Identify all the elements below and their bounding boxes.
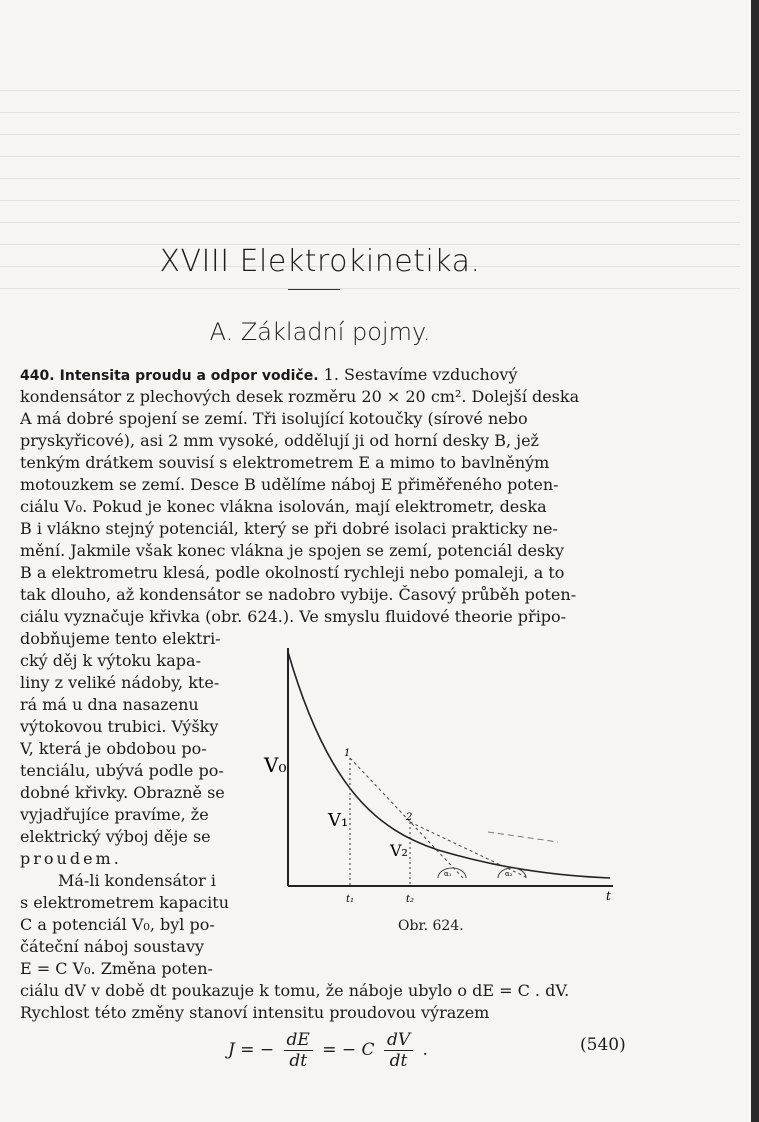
paragraph-line: ciálu dV v době dt poukazuje k tomu, že náboje ubylo o dE = C . dV. [20,981,570,1000]
page-edge-shadow [751,0,759,1122]
wrapped-line: proudem. [20,849,122,868]
fraction-denominator: dt [289,1051,308,1071]
discharge-curve-figure [258,640,628,910]
wrapped-line: dobňujeme tento elektri- [20,629,221,648]
wrapped-line: čáteční náboj soustavy [20,937,205,956]
section-title: A. Základní pojmy. [209,318,431,346]
paragraph-line [20,364,625,386]
paragraph-line: tenkým drátkem souvisí s elektrometrem E a mimo to bavlněným [20,453,550,472]
stray-dash [488,832,558,842]
fraction-dv-dt [384,1030,413,1071]
paragraph-line: mění. Jakmile však konec vlákna je spojen se zemí, potenciál desky [20,541,564,560]
paragraph-line: B a elektrometru klesá, podle okolností rychleji nebo pomaleji, a to [20,563,565,582]
paragraph-line: motouzkem se zemí. Desce B udělíme náboj E přiměřeného poten- [20,475,559,494]
label-t1: t₁ [346,894,355,905]
wrapped-line: C a potenciál V₀, byl po- [20,915,215,934]
formula-middle: = − C [322,1040,375,1060]
wrapped-line: elektrický výboj děje se [20,827,211,846]
wrapped-line: dobné křivky. Obrazně se [20,783,225,802]
chapter-title: XVIII Elektrokinetika. [159,244,481,279]
paragraph-line: pryskyřicové), asi 2 mm vysoké, oddělují ji od horní desky B, jež [20,431,539,450]
title-divider [288,289,340,290]
wrapped-line: vyjadřujíce pravíme, že [20,805,209,824]
paragraph-line: ciálu V₀. Pokud je konec vlákna isolován, mají elektrometr, deska [20,497,547,516]
paragraph-line: tak dlouho, až kondensátor se nadobro vybije. Časový průběh poten- [20,585,577,604]
wrapped-line: E = C V₀. Změna poten- [20,959,213,978]
label-point-1: 1 [344,748,351,759]
wrapped-line: Má-li kondensátor i [58,871,216,890]
wrapped-line: cký děj k výtoku kapa- [20,651,201,670]
figure-caption: Obr. 624. [398,918,464,934]
label-v1: V₁ [328,810,349,831]
fraction-numerator: dE [284,1030,313,1051]
paragraph-line: A má dobré spojení se zemí. Tři isolující kotoučky (sírové nebo [20,409,528,428]
equation-540 [228,1030,608,1074]
label-t2: t₂ [406,894,415,905]
wrapped-line: tenciálu, ubývá podle po- [20,761,224,780]
formula-lhs: J = − [228,1040,275,1060]
label-alpha-2: α₂ [505,870,513,878]
label-v2: V₂ [390,841,408,860]
wrapped-line: s elektrometrem kapacitu [20,893,230,912]
label-v0: V₀ [264,753,287,777]
fraction-numerator: dV [384,1030,413,1051]
paragraph-line: Rychlost této změny stanoví intensitu proudovou výrazem [20,1003,490,1022]
wrapped-line: V, která je obdobou po- [20,739,207,758]
fraction-de-dt [284,1030,313,1071]
paragraph-line: ciálu vyznačuje křivka (obr. 624.). Ve smyslu fluidové theorie připo- [20,607,567,626]
formula-end: . [422,1040,428,1060]
paragraph-line: B i vlákno stejný potenciál, který se při dobré isolaci prakticky ne- [20,519,558,538]
wrapped-line: výtokovou trubici. Výšky [20,717,219,736]
label-point-2: 2 [406,812,413,823]
section-heading: Intensita proudu a odpor vodiče. [59,368,319,384]
wrapped-line: rá má u dna nasazenu [20,695,199,714]
fraction-denominator: dt [389,1051,408,1071]
label-alpha-1: α₁ [444,870,452,878]
equation-number: (540) [580,1035,626,1055]
section-number: 440. [20,368,55,384]
label-t: t [606,889,611,903]
section-lead: 1. Sestavíme vzduchový [323,365,518,384]
potential-curve [288,652,610,878]
wrapped-line: liny z veliké nádoby, kte- [20,673,220,692]
paragraph-line: kondensátor z plechových desek rozměru 20 × 20 cm². Dolejší deska [20,387,580,406]
